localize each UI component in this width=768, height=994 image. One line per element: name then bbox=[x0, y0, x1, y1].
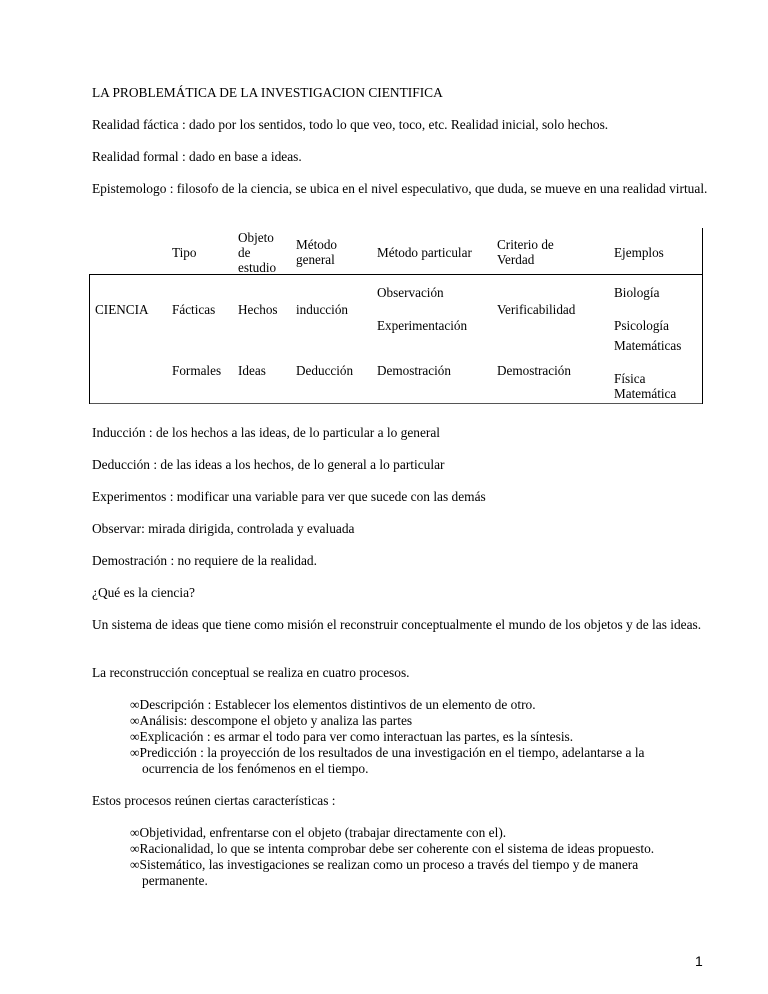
characteristics-list bbox=[130, 825, 720, 889]
table-border-left bbox=[89, 274, 90, 404]
page-number: 1 bbox=[695, 953, 703, 969]
document-title: LA PROBLEMÁTICA DE LA INVESTIGACION CIENTIFICA bbox=[92, 85, 443, 100]
header-ejemplos: Ejemplos bbox=[614, 245, 664, 260]
cell-facticas-metodo-particular-1: Observación bbox=[377, 285, 444, 300]
paragraph-sistema-de-ideas: Un sistema de ideas que tiene como misión el reconstruir conceptualmente el mundo de los objetos y de las ideas. bbox=[92, 617, 702, 632]
table-divider-bottom bbox=[89, 403, 703, 404]
cell-formales-ejemplo-1: Matemáticas bbox=[614, 338, 682, 353]
header-tipo: Tipo bbox=[172, 245, 197, 260]
paragraph-induccion: Inducción : de los hechos a las ideas, de lo particular a lo general bbox=[92, 425, 441, 440]
paragraph-demostracion: Demostración : no requiere de la realidad. bbox=[92, 553, 317, 568]
cell-facticas-tipo: Fácticas bbox=[172, 302, 216, 317]
row-label-ciencia: CIENCIA bbox=[95, 302, 149, 317]
cell-facticas-objeto: Hechos bbox=[238, 302, 278, 317]
cell-facticas-criterio: Verificabilidad bbox=[497, 302, 576, 317]
list-item: ∞Descripción : Establecer los elementos distintivos de un elemento de otro. bbox=[130, 697, 536, 712]
header-objeto-de-estudio: Objeto de estudio bbox=[238, 230, 277, 275]
header-criterio-de-verdad: Criterio de Verdad bbox=[497, 237, 554, 267]
header-metodo-general: Método general bbox=[296, 237, 338, 267]
table-divider-top bbox=[89, 274, 703, 275]
paragraph-realidad-formal: Realidad formal : dado en base a ideas. bbox=[92, 149, 302, 164]
cell-formales-ejemplo-2: Física Matemática bbox=[614, 371, 677, 401]
cell-facticas-metodo-general: inducción bbox=[296, 302, 349, 317]
paragraph-experimentos: Experimentos : modificar una variable para ver que sucede con las demás bbox=[92, 489, 486, 504]
paragraph-reconstruccion: La reconstrucción conceptual se realiza en cuatro procesos. bbox=[92, 665, 410, 680]
list-item: ∞Sistemático, las investigaciones se realizan como un proceso a través del tiempo y de manera bbox=[130, 857, 639, 872]
cell-formales-metodo-particular: Demostración bbox=[377, 363, 451, 378]
list-item-continuation: ocurrencia de los fenómenos en el tiempo. bbox=[142, 761, 369, 776]
science-table bbox=[89, 228, 703, 404]
paragraph-que-es-la-ciencia: ¿Qué es la ciencia? bbox=[92, 585, 195, 600]
cell-facticas-metodo-particular-2: Experimentación bbox=[377, 318, 468, 333]
list-item: ∞Predicción : la proyección de los resultados de una investigación en el tiempo, adelantarse a la bbox=[130, 745, 645, 760]
cell-formales-objeto: Ideas bbox=[238, 363, 266, 378]
list-item: ∞Explicación : es armar el todo para ver como interactuan las partes, es la síntesis. bbox=[130, 729, 574, 744]
header-metodo-particular: Método particular bbox=[377, 245, 472, 260]
paragraph-realidad-factica: Realidad fáctica : dado por los sentidos, todo lo que veo, toco, etc. Realidad inicial, solo hechos. bbox=[92, 117, 609, 132]
cell-facticas-ejemplo-2: Psicología bbox=[614, 318, 669, 333]
cell-facticas-ejemplo-1: Biología bbox=[614, 285, 660, 300]
paragraph-caracteristicas: Estos procesos reúnen ciertas características : bbox=[92, 793, 336, 808]
cell-formales-criterio: Demostración bbox=[497, 363, 571, 378]
list-item: ∞Análisis: descompone el objeto y analiza las partes bbox=[130, 713, 413, 728]
cell-formales-metodo-general: Deducción bbox=[296, 363, 354, 378]
paragraph-epistemologo: Epistemologo : filosofo de la ciencia, se ubica en el nivel especulativo, que duda, se mueve en una realidad virtual. bbox=[92, 181, 708, 196]
process-list bbox=[130, 697, 720, 777]
paragraph-deduccion: Deducción : de las ideas a los hechos, de lo general a lo particular bbox=[92, 457, 445, 472]
list-item: ∞Racionalidad, lo que se intenta comprobar debe ser coherente con el sistema de ideas propuesto. bbox=[130, 841, 655, 856]
list-item-continuation: permanente. bbox=[142, 873, 208, 888]
cell-formales-tipo: Formales bbox=[172, 363, 222, 378]
table-border-right bbox=[702, 228, 703, 404]
paragraph-observar: Observar: mirada dirigida, controlada y evaluada bbox=[92, 521, 355, 536]
list-item: ∞Objetividad, enfrentarse con el objeto (trabajar directamente con el). bbox=[130, 825, 507, 840]
